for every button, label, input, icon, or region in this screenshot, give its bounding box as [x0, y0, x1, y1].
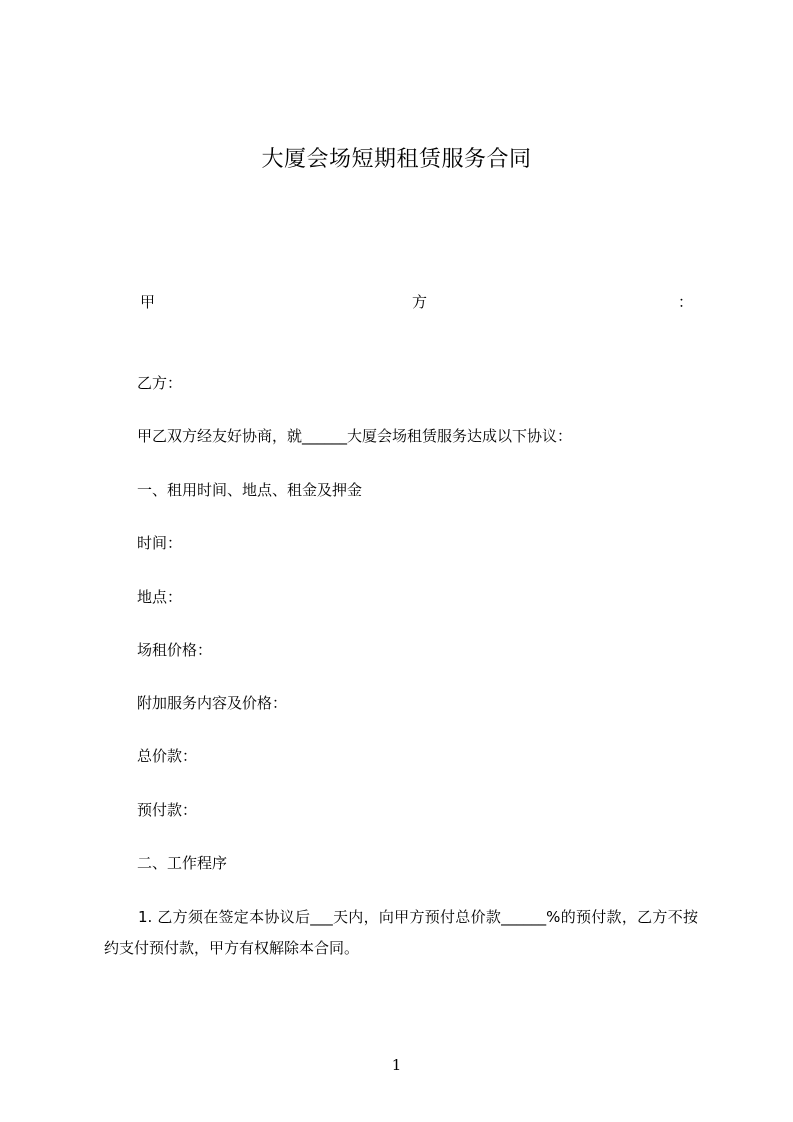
field-location: 地点： — [137, 588, 183, 606]
document-title: 大厦会场短期租赁服务合同 — [261, 147, 532, 172]
intro-line: 甲乙双方经友好协商，就______大厦会场租赁服务达成以下协议： — [137, 427, 573, 445]
party-a-colon: ： — [677, 293, 693, 311]
party-a-label-1: 甲 — [140, 293, 156, 311]
field-extra-services: 附加服务内容及价格： — [137, 694, 288, 712]
section-1-heading: 一、租用时间、地点、租金及押金 — [137, 481, 363, 499]
field-prepayment: 预付款： — [137, 801, 198, 819]
field-time: 时间： — [137, 534, 183, 552]
field-total: 总价款： — [137, 747, 198, 765]
section-2-heading: 二、工作程序 — [137, 854, 228, 872]
page-number: 1 — [391, 1056, 402, 1074]
section-2-item-1: 1. 乙方须在签定本协议后___天内，向甲方预付总价款______%的预付款，乙方不按约支付预付款，甲方有权解除本合同。 — [104, 908, 698, 957]
party-a-line — [140, 292, 693, 312]
party-a-label-2: 方 — [412, 293, 428, 311]
party-b-line: 乙方： — [137, 374, 183, 392]
field-venue-price: 场租价格： — [137, 641, 213, 659]
